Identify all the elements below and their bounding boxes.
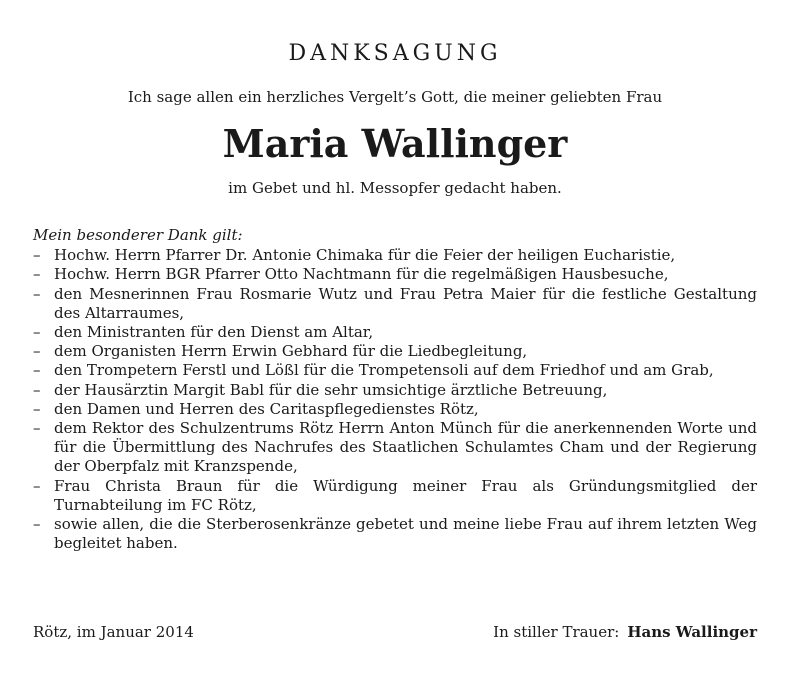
list-item — [33, 419, 757, 477]
list-item-text: der Hausärztin Margit Babl für die sehr umsichtige ärztliche Betreuung, — [54, 380, 608, 399]
signature-block — [493, 622, 757, 642]
list-item-text: dem Rektor des Schulzentrums Rötz Herrn Anton Münch für die anerkennenden Worte und für die Übermittlung des Nachrufes des Staatlichen Schulamtes Cham und der Regierung der Oberpfalz mit Kranzspende, — [54, 419, 757, 476]
intro-continuation: im Gebet und hl. Messopfer gedacht haben. — [228, 179, 562, 197]
place-date: Rötz, im Januar 2014 — [33, 623, 194, 641]
list-item-text: den Damen und Herren des Caritaspflegedienstes Rötz, — [54, 399, 479, 418]
thanks-list — [33, 246, 757, 553]
intro-line: Ich sage allen ein herzliches Vergelt’s Gott, die meiner geliebten Frau — [127, 88, 663, 106]
list-item — [33, 381, 757, 400]
list-item-text: dem Organisten Herrn Erwin Gebhard für die Liedbegleitung, — [54, 342, 528, 361]
notice-footer — [33, 622, 757, 642]
notice-heading: DANKSAGUNG — [288, 41, 502, 66]
list-item-text: den Mesnerinnen Frau Rosmarie Wutz und Frau Petra Maier für die festliche Gestaltung des Altarraumes, — [54, 284, 757, 322]
list-item — [33, 361, 757, 380]
list-item — [33, 265, 757, 284]
thanks-section — [33, 226, 757, 553]
dash-marker: – — [33, 342, 41, 361]
dash-marker: – — [33, 265, 41, 284]
list-item-text: den Trompetern Ferstl und Lößl für die Trompetensoli auf dem Friedhof und am Grab, — [54, 361, 714, 380]
dash-marker: – — [33, 419, 41, 438]
list-item — [33, 323, 757, 342]
dash-marker: – — [33, 380, 41, 399]
signed-name: Hans Wallinger — [627, 623, 757, 641]
list-item-text: Frau Christa Braun für die Würdigung meiner Frau als Gründungsmitglied der Turnabteilung im FC Rötz, — [54, 476, 757, 514]
mourning-label: In stiller Trauer: — [493, 623, 620, 641]
dash-marker: – — [33, 361, 41, 380]
dash-marker: – — [33, 476, 41, 495]
list-item-text: Hochw. Herrn BGR Pfarrer Otto Nachtmann für die regelmäßigen Hausbesuche, — [54, 265, 669, 284]
list-item — [33, 400, 757, 419]
list-item — [33, 342, 757, 361]
dash-marker: – — [33, 399, 41, 418]
dash-marker: – — [33, 515, 41, 534]
list-item-text: sowie allen, die die Sterberosenkränze gebetet und meine liebe Frau auf ihrem letzten Weg begleitet haben. — [54, 515, 757, 553]
list-item — [33, 285, 757, 323]
list-item — [33, 246, 757, 265]
thanks-intro: Mein besonderer Dank gilt: — [33, 226, 243, 244]
deceased-name: Maria Wallinger — [222, 121, 568, 166]
list-item-text: den Ministranten für den Dienst am Altar, — [54, 323, 374, 342]
list-item — [33, 477, 757, 515]
list-item — [33, 515, 757, 553]
dash-marker: – — [33, 284, 41, 303]
dash-marker: – — [33, 323, 41, 342]
dash-marker: – — [33, 246, 41, 265]
list-item-text: Hochw. Herrn Pfarrer Dr. Antonie Chimaka für die Feier der heiligen Eucharistie, — [54, 246, 676, 265]
